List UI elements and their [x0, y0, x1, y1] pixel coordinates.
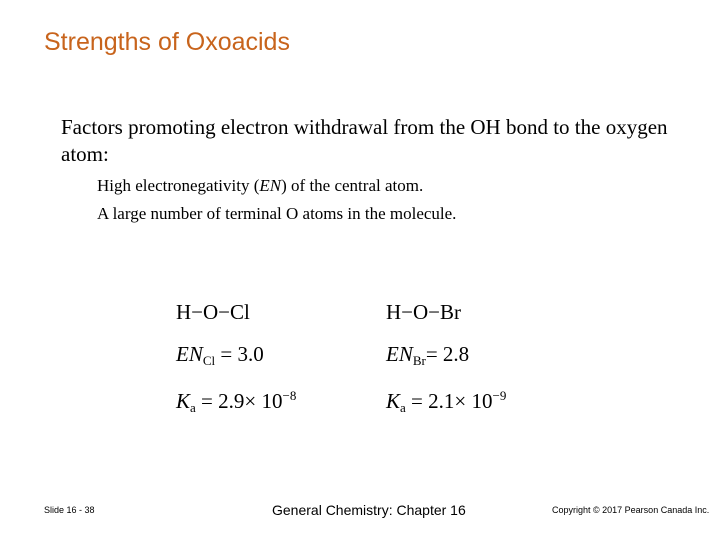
- ka-hobr: [386, 388, 506, 416]
- electronegativity-cl: [176, 342, 264, 369]
- bullet-electronegativity: [97, 176, 423, 196]
- en-symbol: EN: [176, 342, 203, 366]
- copyright-footer: Copyright © 2017 Pearson Canada Inc.: [552, 505, 710, 515]
- bullet-text: High electronegativity (: [97, 176, 260, 195]
- ka-value: = 2.1× 10: [405, 389, 493, 413]
- ka-subscript: a: [400, 400, 406, 415]
- formula-hobr: H−O−Br: [386, 300, 462, 324]
- en-subscript: Br: [412, 353, 426, 368]
- electronegativity-br: [386, 342, 469, 369]
- en-symbol: EN: [386, 342, 413, 366]
- ka-value: = 2.9× 10: [195, 389, 283, 413]
- en-subscript: Cl: [202, 353, 216, 368]
- ka-subscript: a: [190, 400, 196, 415]
- ka-symbol: K: [386, 389, 401, 413]
- ka-exponent: −9: [492, 388, 507, 403]
- ka-symbol: K: [176, 389, 191, 413]
- slide-title: Strengths of Oxoacids: [44, 28, 290, 56]
- en-abbreviation: EN: [259, 176, 282, 195]
- en-value: = 3.0: [215, 342, 264, 366]
- formula-hocl: H−O−Cl: [176, 300, 250, 324]
- bullet-terminal-oxygens: A large number of terminal O atoms in the molecule.: [97, 204, 457, 223]
- en-value: = 2.8: [425, 342, 470, 366]
- bullet-text: ) of the central atom.: [281, 176, 424, 195]
- ka-hocl: [176, 388, 296, 416]
- intro-text: Factors promoting electron withdrawal from the OH bond to the oxygen atom:: [61, 115, 668, 166]
- slide-number: Slide 16 - 38: [44, 505, 95, 515]
- ka-exponent: −8: [282, 388, 297, 403]
- course-footer: General Chemistry: Chapter 16: [272, 502, 466, 518]
